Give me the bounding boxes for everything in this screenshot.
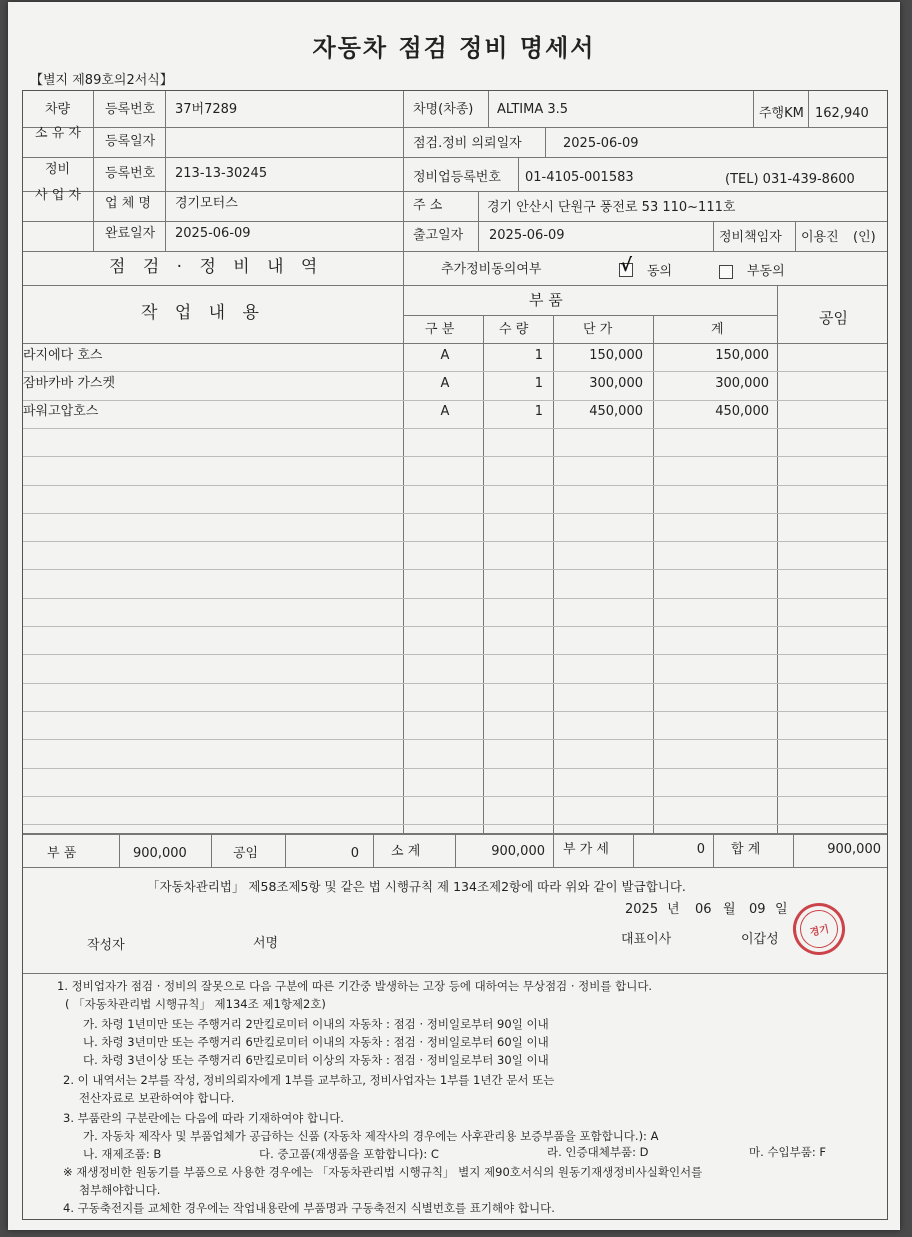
table-row-rule bbox=[23, 513, 887, 514]
biz-address: 경기 안산시 단원구 풍전로 53 110~111호 bbox=[487, 200, 736, 215]
total-labor: 0 bbox=[350, 846, 359, 861]
biz-reg-no-label: 등록번호 bbox=[105, 166, 156, 181]
row-2-category: A bbox=[440, 376, 450, 391]
vline-t1 bbox=[119, 833, 120, 867]
vline-manager-label bbox=[713, 221, 714, 251]
owner-reg-no-label: 등록번호 bbox=[105, 102, 156, 117]
issue-statement: 「자동차관리법」 제58조제5항 및 같은 법 시행규칙 제 134조제2항에 따라 위와 같이 발급합니다. bbox=[147, 879, 686, 894]
row-3-category: A bbox=[440, 404, 450, 419]
table-row-rule bbox=[23, 485, 887, 486]
table-row-rule bbox=[23, 654, 887, 655]
biz-reg-no-value: 01-4105-001583 bbox=[525, 170, 634, 185]
total-parts-label: 부 품 bbox=[47, 846, 77, 861]
subtotal: 900,000 bbox=[491, 844, 545, 859]
note-4: 4. 구동축전지를 교체한 경우에는 작업내용란에 부품명과 구동축전지 식별번호를 표기해야 합니다. bbox=[63, 1201, 555, 1215]
issue-day: 09 bbox=[749, 902, 766, 917]
row-2-qty: 1 bbox=[534, 376, 543, 391]
row-1-category: A bbox=[440, 348, 450, 363]
vline-t7 bbox=[633, 833, 634, 867]
vat-label: 부 가 세 bbox=[563, 842, 609, 857]
biz-complete-date-label: 완료일자 bbox=[105, 226, 156, 241]
row-2-total: 300,000 bbox=[715, 376, 769, 391]
row-3-work: 파워고압호스 bbox=[23, 404, 99, 419]
vat: 0 bbox=[696, 842, 705, 857]
vline-mid bbox=[403, 91, 404, 285]
row-3-total: 450,000 bbox=[715, 404, 769, 419]
vline-t8 bbox=[713, 833, 714, 867]
ceo-label: 대표이사 bbox=[621, 932, 672, 947]
note-3-b: 나. 재제조품: B bbox=[83, 1147, 162, 1161]
disagree-label: 부동의 bbox=[747, 264, 785, 279]
table-row-rule bbox=[23, 739, 887, 740]
company-seal bbox=[788, 898, 850, 960]
rule-biz-1 bbox=[23, 191, 887, 192]
biz-section-label-2: 사 업 자 bbox=[35, 188, 81, 203]
rule-owner-bottom bbox=[23, 157, 887, 158]
biz-reg-no: 213-13-30245 bbox=[175, 166, 268, 181]
rule-biz-bottom bbox=[23, 251, 887, 252]
form-code: 【별지 제89호의2서식】 bbox=[30, 73, 173, 88]
vline-t5 bbox=[455, 833, 456, 867]
note-3-f: 마. 수입부품: F bbox=[749, 1145, 827, 1159]
owner-reg-date-label: 등록일자 bbox=[105, 134, 156, 149]
vline-t6 bbox=[553, 833, 554, 867]
vehicle-mileage: 162,940 bbox=[815, 106, 869, 121]
row-3-qty: 1 bbox=[534, 404, 543, 419]
note-2: 2. 이 내역서는 2부를 작성, 정비의뢰자에게 1부를 교부하고, 정비사업자는 1부를 1년간 문서 또는 bbox=[63, 1073, 555, 1087]
issue-day-unit: 일 bbox=[775, 902, 788, 917]
vline-request-label bbox=[545, 127, 546, 157]
owner-reg-no: 37버7289 bbox=[175, 102, 238, 117]
agree-label: 동의 bbox=[647, 264, 673, 279]
col-unit-price: 단 가 bbox=[583, 322, 613, 337]
owner-section-label-1: 차량 bbox=[45, 102, 71, 117]
table-row-rule bbox=[23, 683, 887, 684]
table-row-rule bbox=[23, 768, 887, 769]
vline-total bbox=[777, 285, 778, 833]
biz-seal-mark: (인) bbox=[853, 230, 876, 245]
vehicle-model-label: 차명(차종) bbox=[413, 102, 474, 117]
company-seal-inner: 경기 bbox=[796, 906, 841, 951]
row-2-unit-price: 300,000 bbox=[589, 376, 643, 391]
vline-mileage-label bbox=[753, 91, 754, 127]
table-row-rule bbox=[23, 456, 887, 457]
vline-label bbox=[165, 91, 166, 251]
vline-address-label bbox=[478, 191, 479, 221]
vline-unit-price bbox=[653, 315, 654, 833]
total-parts: 900,000 bbox=[133, 846, 187, 861]
issue-month-unit: 월 bbox=[723, 902, 736, 917]
vline-section bbox=[93, 91, 94, 251]
biz-manager-label: 정비책임자 bbox=[719, 230, 782, 245]
note-1-b: 나. 차령 3년미만 또는 주행거리 6만킬로미터 이내의 자동차 : 점검 · 정비일로부터 60일 이내 bbox=[83, 1035, 549, 1049]
rule-totals-bottom bbox=[23, 867, 887, 868]
vline-release-label bbox=[478, 221, 479, 251]
owner-section-label-2: 소 유 자 bbox=[35, 126, 81, 141]
note-2-cont: 전산자료로 보관하여야 합니다. bbox=[79, 1091, 235, 1105]
biz-release-date: 2025-06-09 bbox=[489, 228, 565, 243]
note-3-d: 라. 인증대체부품: D bbox=[547, 1145, 649, 1159]
row-3-unit-price: 450,000 bbox=[589, 404, 643, 419]
rule-biz-2 bbox=[23, 221, 887, 222]
biz-reg-label: 정비업등록번호 bbox=[413, 170, 501, 185]
vline-model-label bbox=[488, 91, 489, 127]
document-paper bbox=[8, 2, 900, 1230]
biz-manager: 이용진 bbox=[801, 230, 839, 245]
grand-total-label: 합 계 bbox=[731, 842, 761, 857]
table-row-rule bbox=[23, 428, 887, 429]
row-1-work: 라지에다 호스 bbox=[23, 348, 103, 363]
disagree-checkbox[interactable] bbox=[719, 265, 733, 279]
ceo-name: 이갑성 bbox=[741, 932, 779, 947]
vehicle-request-date-label: 점검.정비 의뢰일자 bbox=[413, 136, 522, 151]
biz-name: 경기모터스 bbox=[175, 196, 238, 211]
note-3: 3. 부품란의 구분란에는 다음에 따라 기재하여야 합니다. bbox=[63, 1111, 344, 1125]
writer-label: 작성자 bbox=[87, 938, 125, 953]
parts-header: 부 품 bbox=[529, 291, 563, 309]
details-section-title: 점 검 · 정 비 내 역 bbox=[109, 257, 324, 277]
note-remark-cont: 첨부해야합니다. bbox=[79, 1183, 161, 1197]
note-1-ref: ( 「자동차관리법 시행규칙」 제134조 제1항제2호) bbox=[65, 997, 326, 1011]
vline-category bbox=[483, 315, 484, 833]
biz-address-label: 주 소 bbox=[413, 198, 443, 213]
col-qty: 수 량 bbox=[499, 322, 529, 337]
vehicle-request-date: 2025-06-09 bbox=[563, 136, 639, 151]
vline-t3 bbox=[285, 833, 286, 867]
biz-section-label-1: 정비 bbox=[45, 162, 71, 177]
note-3-a: 가. 자동차 제작사 및 부품업체가 공급하는 신품 (자동차 제작사의 경우에는 사후관리용 보증부품을 포함합니다.): A bbox=[83, 1129, 659, 1143]
vline-t2 bbox=[211, 833, 212, 867]
issue-year-unit: 년 bbox=[667, 902, 680, 917]
consent-label: 추가정비동의여부 bbox=[441, 262, 542, 277]
table-row-rule bbox=[23, 711, 887, 712]
note-1: 1. 정비업자가 점검 · 정비의 잘못으로 다음 구분에 따른 기간중 발생하는 고장 등에 대하여는 무상점검 · 정비를 합니다. bbox=[57, 979, 653, 993]
sign-label: 서명 bbox=[253, 936, 279, 951]
vline-bizreg-label bbox=[518, 157, 519, 191]
row-1-total: 150,000 bbox=[715, 348, 769, 363]
labor-header: 공임 bbox=[819, 309, 848, 327]
rule-parts-sub bbox=[403, 315, 777, 316]
biz-tel: (TEL) 031-439-8600 bbox=[725, 172, 855, 187]
col-total: 계 bbox=[711, 322, 724, 337]
issue-year: 2025 bbox=[625, 902, 659, 917]
rule-details-bottom bbox=[23, 285, 887, 286]
biz-name-label: 업 체 명 bbox=[105, 196, 151, 211]
table-row-rule bbox=[23, 824, 887, 825]
document-title: 자동차 점검 정비 명세서 bbox=[312, 34, 596, 62]
table-row-rule bbox=[23, 598, 887, 599]
note-1-a: 가. 차령 1년미만 또는 주행거리 2만킬로미터 이내의 자동차 : 점검 · 정비일로부터 90일 이내 bbox=[83, 1017, 549, 1031]
rule-owner-mid bbox=[23, 127, 887, 128]
note-remark: ※ 재생정비한 원동기를 부품으로 사용한 경우에는 「자동차관리법 시행규칙」 별지 제90호서식의 원동기재생정비사실확인서를 bbox=[63, 1165, 703, 1179]
work-header: 작 업 내 용 bbox=[141, 303, 265, 323]
total-labor-label: 공임 bbox=[233, 846, 259, 861]
rule-table-header-bottom bbox=[23, 343, 887, 344]
subtotal-label: 소 계 bbox=[391, 844, 421, 859]
vline-manager-value bbox=[795, 221, 796, 251]
row-1-qty: 1 bbox=[534, 348, 543, 363]
vline-work bbox=[403, 285, 404, 833]
vehicle-model: ALTIMA 3.5 bbox=[497, 102, 569, 117]
grand-total: 900,000 bbox=[827, 842, 881, 857]
col-category: 구 분 bbox=[425, 322, 455, 337]
biz-complete-date: 2025-06-09 bbox=[175, 226, 251, 241]
vline-qty bbox=[553, 315, 554, 833]
note-1-c: 다. 차령 3년이상 또는 주행거리 6만킬로미터 이상의 자동차 : 점검 · 정비일로부터 30일 이내 bbox=[83, 1053, 549, 1067]
table-row-rule bbox=[23, 569, 887, 570]
issue-month: 06 bbox=[695, 902, 712, 917]
table-row-rule bbox=[23, 626, 887, 627]
vehicle-mileage-label: 주행KM bbox=[759, 106, 804, 121]
table-row-rule bbox=[23, 541, 887, 542]
vline-t4 bbox=[373, 833, 374, 867]
rule-notes-top bbox=[23, 973, 887, 974]
table-row-rule bbox=[23, 371, 887, 372]
biz-release-date-label: 출고일자 bbox=[413, 228, 464, 243]
table-row-rule bbox=[23, 400, 887, 401]
row-1-unit-price: 150,000 bbox=[589, 348, 643, 363]
vline-mileage-value bbox=[808, 91, 809, 127]
table-row-rule bbox=[23, 796, 887, 797]
checkmark-icon: √ bbox=[620, 255, 633, 276]
row-2-work: 잠바카바 가스켓 bbox=[23, 376, 116, 391]
vline-t9 bbox=[793, 833, 794, 867]
note-3-c: 다. 중고품(재생품을 포함합니다): C bbox=[259, 1147, 439, 1161]
form-frame bbox=[22, 90, 888, 1220]
